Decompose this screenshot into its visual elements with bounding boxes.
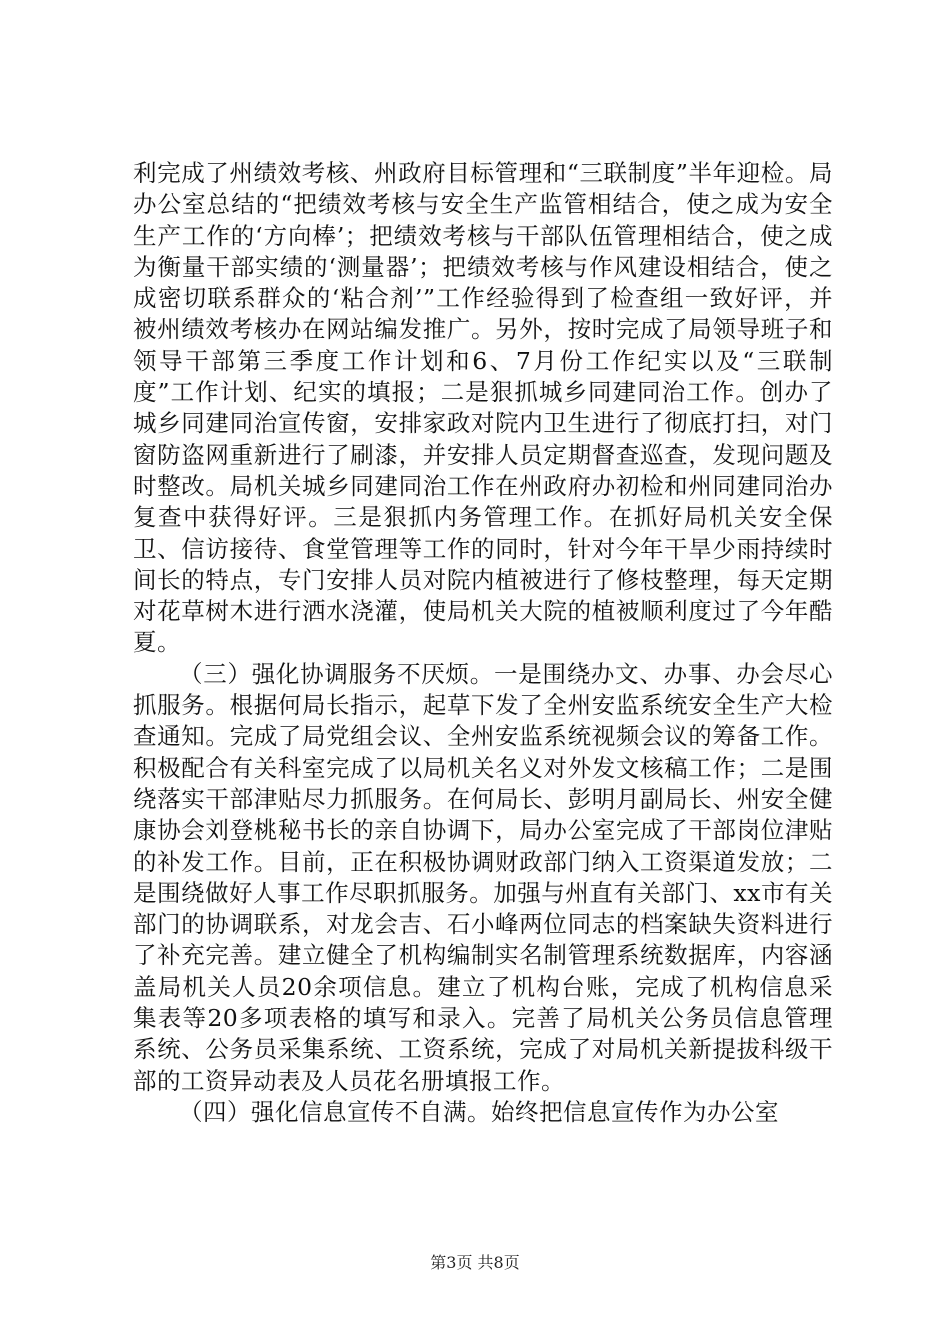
paragraph-section-four: （四）强化信息宣传不自满。始终把信息宣传作为办公室 (179, 1097, 779, 1126)
paragraph-section-three: （三）强化协调服务不厌烦。一是围绕办文、办事、办会尽心抓服务。根据何局长指示，起草下发了全州安监系统安全生产大检查通知。完成了局党组会议、全州安监系统视频会议的筹备工作。积极配合有关科室完成了以局机关名义对外发文核稿工作；二是围绕落实干部津贴尽力抓服务。在何局长、彭明月副局长、州安全健康协会刘登桃秘书长的亲自协调下，局办公室完成了干部岗位津贴的补发工作。目前，正在积极协调财政部门纳入工资渠道发放；二是围绕做好人事工作尽职抓服务。加强与州直有关部门、xx市有关部门的协调联系，对龙会吉、石小峰两位同志的档案缺失资料进行了补充完善。建立健全了机构编制实名制管理系统数据库，内容涵盖局机关人员20余项信息。建立了机构台账，完成了机构信息采集表等20多项表格的填写和录入。完善了局机关公务员信息管理系统、公务员采集系统、工资系统，完成了对局机关新提拔科级干部的工资异动表及人员花名册填报工作。 (133, 659, 833, 1095)
paragraph-continuation: 利完成了州绩效考核、州政府目标管理和“三联制度”半年迎检。局办公室总结的“把绩效考核与安全生产监管相结合，使之成为安全生产工作的‘方向棒’；把绩效考核与干部队伍管理相结合，使之成为衡量干部实绩的‘测量器’；把绩效考核与作风建设相结合，使之成密切联系群众的‘粘合剂’”工作经验得到了检查组一致好评，并被州绩效考核办在网站编发推广。另外，按时完成了局领导班子和领导干部第三季度工作计划和6、7月份工作纪实以及“三联制度”工作计划、纪实的填报；二是狠抓城乡同建同治工作。创办了城乡同建同治宣传窗，安排家政对院内卫生进行了彻底打扫，对门窗防盗网重新进行了刷漆，并安排人员定期督查巡查，发现问题及时整改。局机关城乡同建同治工作在州政府办初检和州同建同治办复查中获得好评。三是狠抓内务管理工作。在抓好局机关安全保卫、信访接待、食堂管理等工作的同时，针对今年干旱少雨持续时间长的特点，专门安排人员对院内植被进行了修枝整理，每天定期对花草树木进行洒水浇灌，使局机关大院的植被顺利度过了今年酷夏。 (133, 159, 833, 657)
document-body (133, 158, 833, 1128)
page-footer: 第3页 共8页 (430, 1253, 520, 1272)
